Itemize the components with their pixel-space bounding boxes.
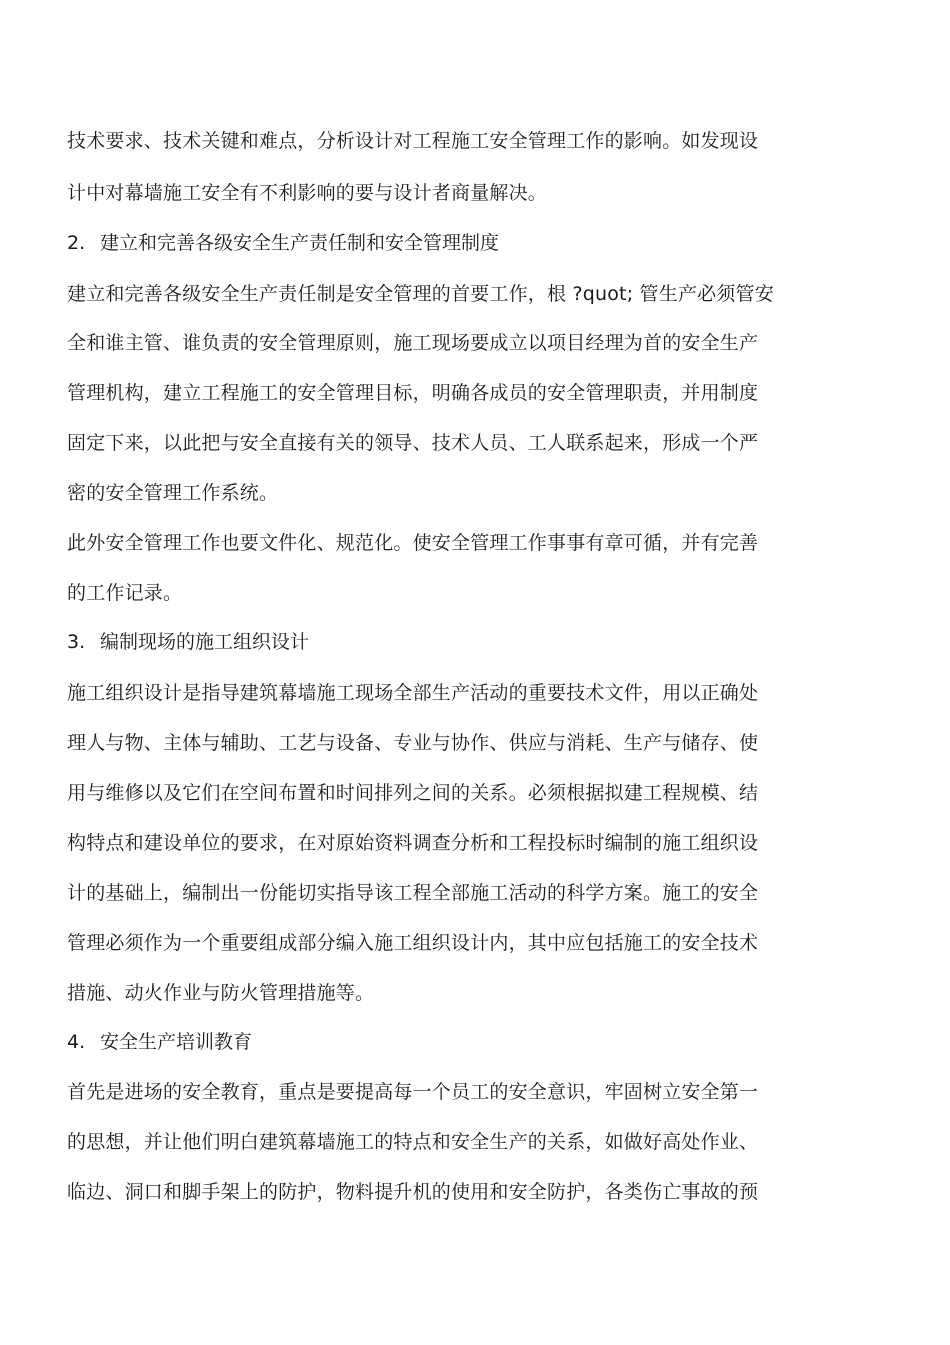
paragraph-line: 措施、动火作业与防火管理措施等。 xyxy=(67,982,375,1004)
paragraph-line: 建立和完善各级安全生产责任制是安全管理的首要工作，根 ?quot; 管生产必须管安 xyxy=(67,283,774,305)
paragraph-line: 施工组织设计是指导建筑幕墙施工现场全部生产活动的重要技术文件，用以正确处 xyxy=(67,682,759,704)
section-number: 2. xyxy=(67,232,86,254)
paragraph-line: 首先是进场的安全教育，重点是要提高每一个员工的安全意识，牢固树立安全第一 xyxy=(67,1081,759,1103)
paragraph-line: 理人与物、主体与辅助、工艺与设备、专业与协作、供应与消耗、生产与储存、使 xyxy=(67,732,759,754)
paragraph-line: 技术要求、技术关键和难点，分析设计对工程施工安全管理工作的影响。如发现设 xyxy=(67,130,759,152)
section-heading-3 xyxy=(67,629,309,655)
section-number: 4. xyxy=(67,1031,86,1053)
paragraph-line: 临边、洞口和脚手架上的防护，物料提升机的使用和安全防护，各类伤亡事故的预 xyxy=(67,1181,759,1203)
paragraph-line: 固定下来，以此把与安全直接有关的领导、技术人员、工人联系起来，形成一个严 xyxy=(67,432,759,454)
paragraph-line: 的思想，并让他们明白建筑幕墙施工的特点和安全生产的关系，如做好高处作业、 xyxy=(67,1131,759,1153)
section-number: 3. xyxy=(67,631,86,653)
paragraph-line: 用与维修以及它们在空间布置和时间排列之间的关系。必须根据拟建工程规模、结 xyxy=(67,782,759,804)
section-title: 安全生产培训教育 xyxy=(100,1031,253,1053)
paragraph-line: 管理机构，建立工程施工的安全管理目标，明确各成员的安全管理职责，并用制度 xyxy=(67,382,759,404)
section-heading-2 xyxy=(67,230,499,256)
paragraph-line: 此外安全管理工作也要文件化、规范化。使安全管理工作事事有章可循，并有完善 xyxy=(67,532,759,554)
paragraph-line: 的工作记录。 xyxy=(67,582,183,604)
section-heading-4 xyxy=(67,1029,252,1055)
paragraph-line: 管理必须作为一个重要组成部分编入施工组织设计内，其中应包括施工的安全技术 xyxy=(67,932,759,954)
section-title: 建立和完善各级安全生产责任制和安全管理制度 xyxy=(100,232,500,254)
section-title: 编制现场的施工组织设计 xyxy=(100,631,310,653)
paragraph-line: 计中对幕墙施工安全有不利影响的要与设计者商量解决。 xyxy=(67,182,548,204)
paragraph-line: 构特点和建设单位的要求，在对原始资料调查分析和工程投标时编制的施工组织设 xyxy=(67,832,759,854)
paragraph-line: 计的基础上，编制出一份能切实指导该工程全部施工活动的科学方案。施工的安全 xyxy=(67,882,759,904)
paragraph-line: 密的安全管理工作系统。 xyxy=(67,482,279,504)
paragraph-line: 全和谁主管、谁负责的安全管理原则，施工现场要成立以项目经理为首的安全生产 xyxy=(67,332,759,354)
